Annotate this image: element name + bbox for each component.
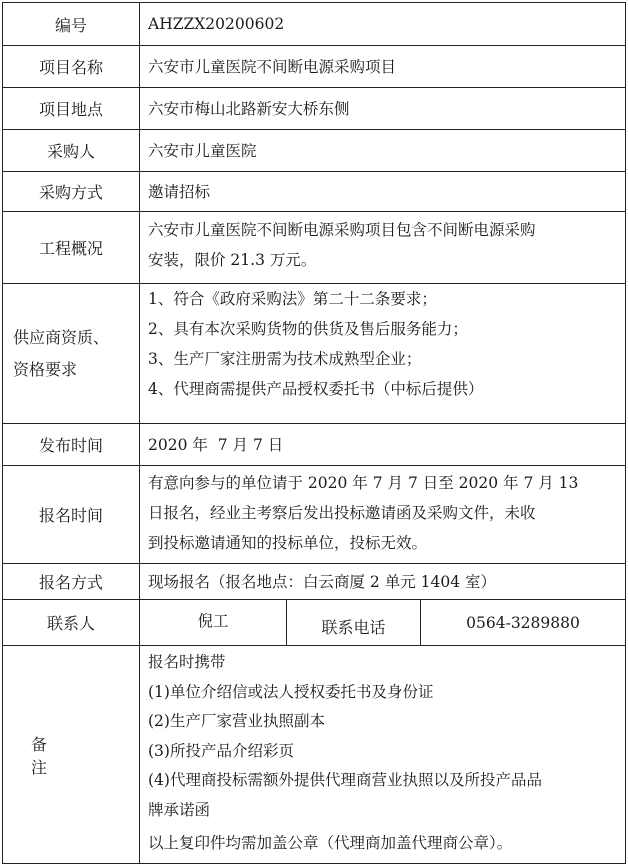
label-publish-time: 发布时间	[3, 424, 140, 465]
qualification-item: 2、具有本次采购货物的供货及售后服务能力；	[148, 320, 468, 338]
label-purchaser: 采购人	[3, 130, 140, 171]
row-procurement-method	[3, 171, 625, 211]
value-qualification	[140, 284, 625, 423]
row-purchaser	[3, 129, 625, 171]
qualification-item: 3、生产厂家注册需为技术成熟型企业；	[148, 350, 422, 368]
qualification-label-line: 资格要求	[13, 359, 78, 379]
value-project-overview	[140, 212, 625, 283]
row-registration-method	[3, 563, 625, 599]
label-project-location: 项目地点	[3, 88, 140, 129]
value-purchaser: 六安市儿童医院	[148, 141, 257, 160]
row-contact	[3, 599, 625, 645]
registration-time-line: 到投标邀请通知的投标单位，投标无效。	[148, 534, 428, 552]
row-project-name	[3, 45, 625, 87]
overview-line: 六安市儿童医院不间断电源采购项目包含不间断电源采购	[148, 221, 536, 239]
remarks-line: 牌承诺函	[148, 800, 211, 819]
label-code: 编号	[3, 3, 140, 45]
value-publish-time: 2020 年 7 月 7 日	[148, 435, 284, 454]
label-project-overview: 工程概况	[3, 212, 140, 283]
label-qualification	[3, 284, 140, 423]
registration-time-line: 日报名，经业主考察后发出投标邀请函及采购文件，未收	[148, 504, 536, 522]
qualification-item: 4、代理商需提供产品授权委托书（中标后提供）	[148, 380, 484, 398]
contact-phone-label: 联系电话	[287, 600, 421, 645]
remarks-line: (4)代理商投标需额外提供代理商营业执照以及所投产品品	[148, 771, 542, 789]
remarks-line: 以上复印件均需加盖公章（代理商加盖代理商公章）。	[148, 834, 513, 852]
qualification-item: 1、符合《政府采购法》第二十二条要求；	[148, 290, 437, 308]
label-contact: 联系人	[3, 600, 140, 645]
row-publish-time	[3, 423, 625, 465]
row-registration-time	[3, 465, 625, 563]
remarks-line: 报名时携带	[148, 653, 226, 671]
row-qualification	[3, 283, 625, 423]
value-procurement-method: 邀请招标	[148, 182, 211, 201]
row-project-overview	[3, 211, 625, 283]
qualification-label-line: 供应商资质、	[13, 327, 110, 347]
row-project-location	[3, 87, 625, 129]
value-code: AHZZX20200602	[148, 15, 285, 33]
remarks-line: (3)所投产品介绍彩页	[148, 741, 294, 760]
value-remarks	[140, 646, 625, 863]
value-project-location: 六安市梅山北路新安大桥东侧	[148, 99, 350, 118]
value-registration-time	[140, 466, 625, 563]
overview-line: 安装，限价 21.3 万元。	[148, 251, 317, 269]
contact-person: 倪工	[140, 600, 287, 645]
remarks-line: (1)单位介绍信或法人授权委托书及身份证	[148, 682, 434, 701]
label-registration-method: 报名方式	[3, 564, 140, 599]
row-remarks	[3, 645, 625, 863]
row-code	[3, 3, 625, 45]
registration-time-line: 有意向参与的单位请于 2020 年 7 月 7 日至 2020 年 7 月 13	[148, 474, 579, 492]
label-remarks: 备 注	[3, 646, 140, 863]
value-registration-method: 现场报名（报名地点：白云商厦 2 单元 1404 室）	[148, 572, 497, 591]
contact-phone: 0564-3289880	[466, 613, 580, 632]
label-registration-time: 报名时间	[3, 466, 140, 563]
label-project-name: 项目名称	[3, 46, 140, 87]
remarks-line: (2)生产厂家营业执照副本	[148, 712, 325, 730]
label-procurement-method: 采购方式	[3, 172, 140, 211]
value-project-name: 六安市儿童医院不间断电源采购项目	[148, 57, 397, 76]
procurement-info-table	[2, 2, 626, 864]
